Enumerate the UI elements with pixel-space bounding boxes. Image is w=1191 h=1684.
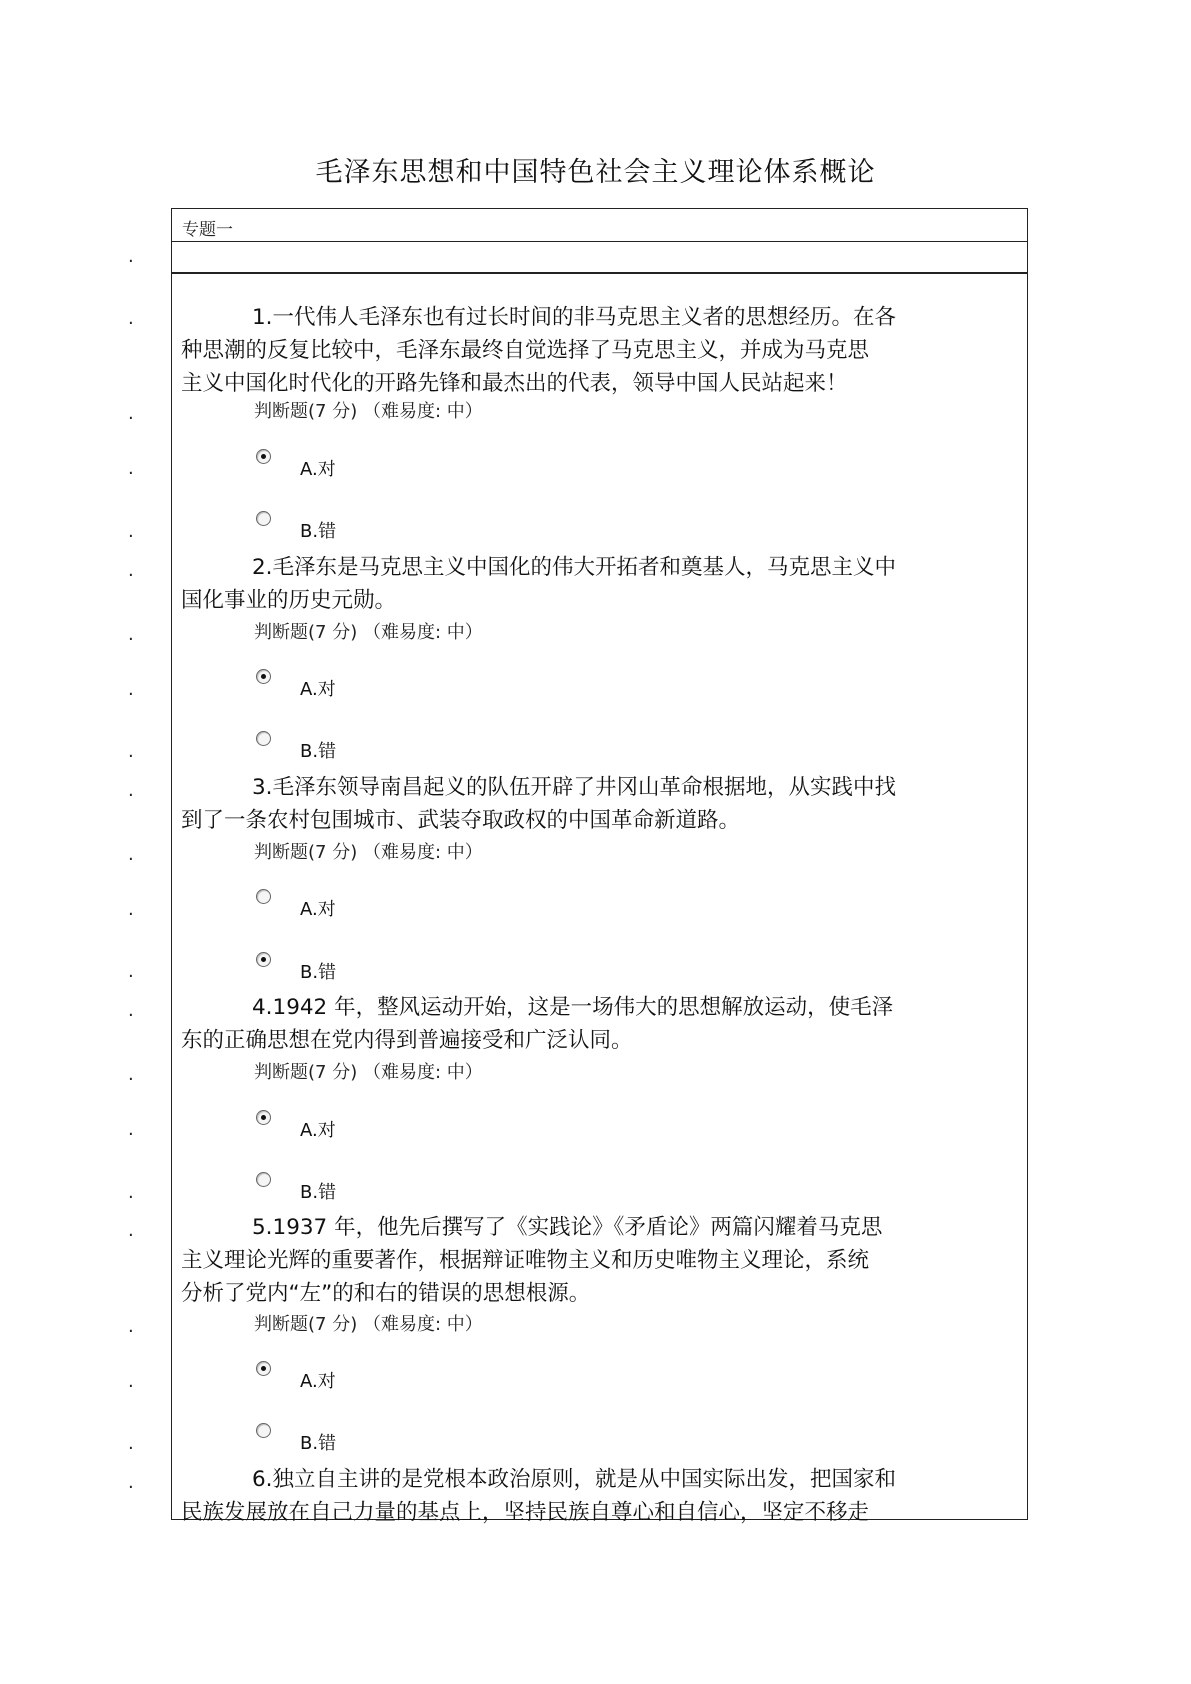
question-meta: 判断题(7 分) （难易度: 中） <box>254 622 483 643</box>
margin-bullet: . <box>128 1371 134 1392</box>
margin-bullet: . <box>128 1433 134 1454</box>
margin-bullet: . <box>128 1182 134 1203</box>
question-meta: 判断题(7 分) （难易度: 中） <box>254 842 483 863</box>
question-text-line: 种思潮的反复比较中，毛泽东最终自觉选择了马克思主义，并成为马克思 <box>181 338 870 363</box>
option-label[interactable]: B.错 <box>300 521 337 542</box>
empty-row <box>172 242 1027 274</box>
margin-bullet: . <box>128 1316 134 1337</box>
option-label[interactable]: A.对 <box>300 899 336 920</box>
margin-bullet: . <box>128 458 134 479</box>
radio-button[interactable] <box>256 1423 271 1438</box>
question-text: 2.毛泽东是马克思主义中国化的伟大开拓者和奠基人，马克思主义中 <box>252 555 897 580</box>
margin-bullet: . <box>128 560 134 581</box>
margin-bullet: . <box>128 1119 134 1140</box>
margin-bullet: . <box>128 741 134 762</box>
radio-button[interactable] <box>256 669 271 684</box>
margin-bullet: . <box>128 521 134 542</box>
question-text-line: 主义中国化时代化的开路先锋和最杰出的代表，领导中国人民站起来！ <box>181 371 848 396</box>
topic-row <box>172 209 1027 242</box>
option-label[interactable]: A.对 <box>300 459 336 480</box>
margin-bullet: . <box>128 1064 134 1085</box>
margin-bullet: . <box>128 961 134 982</box>
margin-bullet: . <box>128 780 134 801</box>
option-label[interactable]: A.对 <box>300 1120 336 1141</box>
margin-bullet: . <box>128 844 134 865</box>
margin-bullet: . <box>128 1220 134 1241</box>
margin-bullet: . <box>128 403 134 424</box>
margin-bullet: . <box>128 679 134 700</box>
question-text-line: 主义理论光辉的重要著作，根据辩证唯物主义和历史唯物主义理论，系统 <box>181 1248 870 1273</box>
topic-label: 专题一 <box>182 220 233 240</box>
margin-bullet: . <box>128 308 134 329</box>
option-label[interactable]: A.对 <box>300 679 336 700</box>
question-text-line: 国化事业的历史元勋。 <box>181 588 397 613</box>
question-text: 4.1942 年，整风运动开始，这是一场伟大的思想解放运动，使毛泽 <box>252 995 894 1020</box>
option-label[interactable]: B.错 <box>300 741 337 762</box>
margin-bullet: . <box>128 1000 134 1021</box>
margin-bullet: . <box>128 1472 134 1493</box>
question-text: 3.毛泽东领导南昌起义的队伍开辟了井冈山革命根据地，从实践中找 <box>252 775 897 800</box>
radio-button[interactable] <box>256 449 271 464</box>
margin-bullet: . <box>128 624 134 645</box>
radio-button[interactable] <box>256 1110 271 1125</box>
option-label[interactable]: A.对 <box>300 1371 336 1392</box>
radio-button[interactable] <box>256 1361 271 1376</box>
radio-button[interactable] <box>256 889 271 904</box>
question-meta: 判断题(7 分) （难易度: 中） <box>254 1062 483 1083</box>
question-text-line: 东的正确思想在党内得到普遍接受和广泛认同。 <box>181 1028 633 1053</box>
radio-button[interactable] <box>256 731 271 746</box>
page-title: 毛泽东思想和中国特色社会主义理论体系概论 <box>315 157 876 188</box>
margin-bullet: . <box>128 246 134 267</box>
question-text: 5.1937 年，他先后撰写了《实践论》《矛盾论》两篇闪耀着马克思 <box>252 1215 883 1240</box>
margin-bullet: . <box>128 899 134 920</box>
radio-button[interactable] <box>256 952 271 967</box>
question-text-line: 到了一条农村包围城市、武装夺取政权的中国革命新道路。 <box>181 808 741 833</box>
radio-button[interactable] <box>256 1172 271 1187</box>
question-text: 6.独立自主讲的是党根本政治原则，就是从中国实际出发，把国家和 <box>252 1467 897 1492</box>
question-text: 1.一代伟人毛泽东也有过长时间的非马克思主义者的思想经历。在各 <box>252 305 897 330</box>
question-text-line: 分析了党内“左”的和右的错误的思想根源。 <box>181 1281 591 1306</box>
question-text-line: 民族发展放在自己力量的基点上，坚持民族自尊心和自信心，坚定不移走 <box>181 1500 870 1525</box>
question-meta: 判断题(7 分) （难易度: 中） <box>254 401 483 422</box>
question-meta: 判断题(7 分) （难易度: 中） <box>254 1314 483 1335</box>
radio-button[interactable] <box>256 511 271 526</box>
option-label[interactable]: B.错 <box>300 1182 337 1203</box>
option-label[interactable]: B.错 <box>300 962 337 983</box>
option-label[interactable]: B.错 <box>300 1433 337 1454</box>
